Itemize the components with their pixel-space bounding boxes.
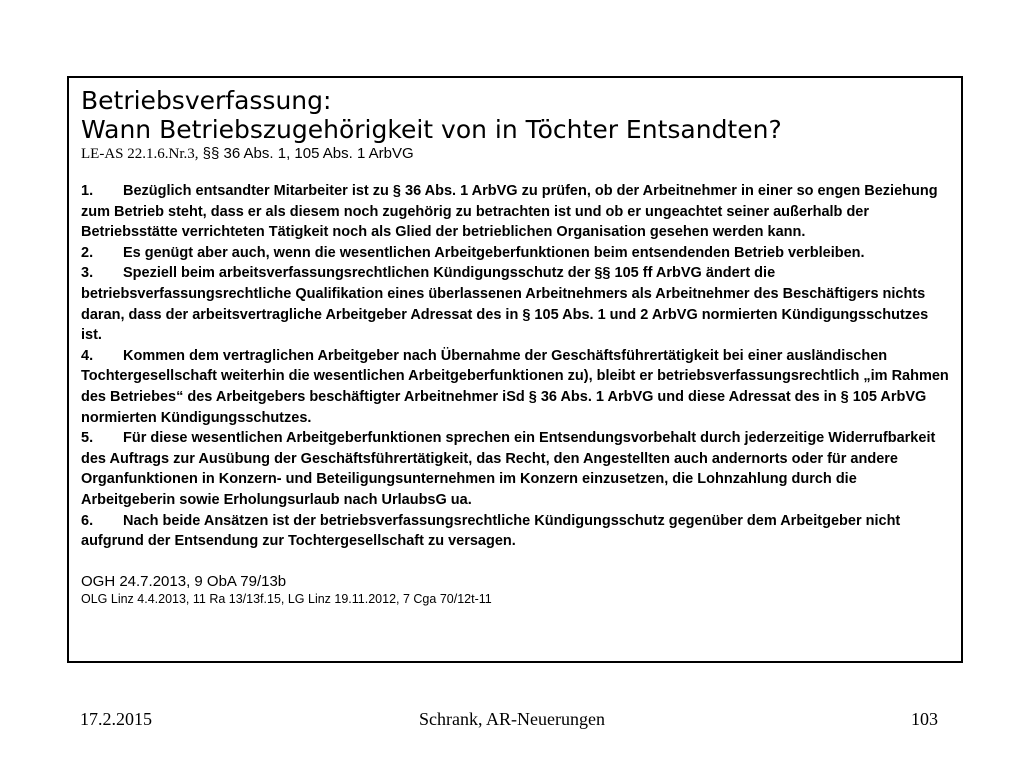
holding-item xyxy=(81,346,949,428)
footer-date: 17.2.2015 xyxy=(80,709,152,729)
slide-title-line1: Betriebsverfassung: xyxy=(81,86,332,115)
holding-item xyxy=(81,243,949,264)
holding-text: Speziell beim arbeitsverfassungsrechtlichen Kündigungsschutz der §§ 105 ff ArbVG ändert die betriebsverfassungsrechtliche Qualifikation eines überlassenen Arbeitnehmers als Arbeitnehmer des Beschäftigers nichts daran, dass der arbeitsvertragliche Arbeitgeber Adressat des in § 105 Abs. 1 und 2 ArbVG normierten Kündigungsschutzes ist. xyxy=(81,265,929,344)
holding-number: 6. xyxy=(81,512,94,529)
holding-text: Nach beide Ansätzen ist der betriebsverfassungsrechtliche Kündigungsschutz gegenüber dem Arbeitgeber nicht aufgrund der Entsendung zur Tochtergesellschaft zu versagen. xyxy=(81,512,901,550)
holding-number: 3. xyxy=(81,265,94,282)
holding-number: 2. xyxy=(81,244,94,261)
holding-item xyxy=(81,511,949,552)
footer-page-number: 103 xyxy=(911,709,938,729)
holdings-list xyxy=(81,181,949,552)
citation-paragraphs: §§ 36 Abs. 1, 105 Abs. 1 ArbVG xyxy=(198,145,414,162)
holding-text: Es genügt aber auch, wenn die wesentlichen Arbeitgeberfunktionen beim entsendenden Betrieb verbleiben. xyxy=(123,244,865,261)
holding-text: Bezüglich entsandter Mitarbeiter ist zu § 36 Abs. 1 ArbVG zu prüfen, ob der Arbeitnehmer in einer so engen Beziehung zum Betrieb steht, dass er als diesem noch zugehörig zu betrachten ist und ob er ungeachtet seiner außerhalb der Betriebsstätte verrichteten Tätigkeit noch als Glied der betrieblichen Organisation gesehen werden kann. xyxy=(81,183,938,241)
slide-content-box xyxy=(67,76,963,663)
legal-citation xyxy=(81,144,949,164)
holding-item xyxy=(81,263,949,345)
holding-item xyxy=(81,181,949,243)
court-decision-main: OGH 24.7.2013, 9 ObA 79/13b xyxy=(81,572,287,590)
slide-title-line2: Wann Betriebszugehörigkeit von in Töchter Entsandten? xyxy=(81,115,782,144)
holding-text: Für diese wesentlichen Arbeitgeberfunktionen sprechen ein Entsendungsvorbehalt durch jederzeitige Widerrufbarkeit des Auftrags zur Ausübung der Geschäftsführertätigkeit, das Recht, den Angestellten auch andernorts oder für andere Organfunktionen in Konzern- und Beteiligungsunternehmen im Konzern einzusetzen, die Lohnzahlung durch die Arbeitgeberin sowie Erholungsurlaub nach UrlaubsG ua. xyxy=(81,430,936,508)
holding-number: 1. xyxy=(81,183,94,199)
footer-author-title: Schrank, AR-Neuerungen xyxy=(419,709,605,729)
holding-item xyxy=(81,428,949,510)
court-decision-lower: OLG Linz 4.4.2013, 11 Ra 13/13f.15, LG Linz 19.11.2012, 7 Cga 70/12t-11 xyxy=(81,591,492,606)
holding-text: Kommen dem vertraglichen Arbeitgeber nach Übernahme der Geschäftsführertätigkeit bei einer ausländischen Tochtergesellschaft weiterhin die wesentlichen Arbeitgeberfunktionen zu), bleibt er betriebsverfassungsrechtlich „im Rahmen des Betriebes“ des Arbeitgebers beschäftigter Arbeitnehmer iSd § 36 Abs. 1 ArbVG und diese Adressat des in § 105 ArbVG normierten Kündigungsschutzes. xyxy=(81,347,949,426)
citation-prefix: LE-AS 22.1.6.Nr.3, xyxy=(81,146,199,162)
holding-number: 4. xyxy=(81,347,94,364)
holding-number: 5. xyxy=(81,430,94,447)
